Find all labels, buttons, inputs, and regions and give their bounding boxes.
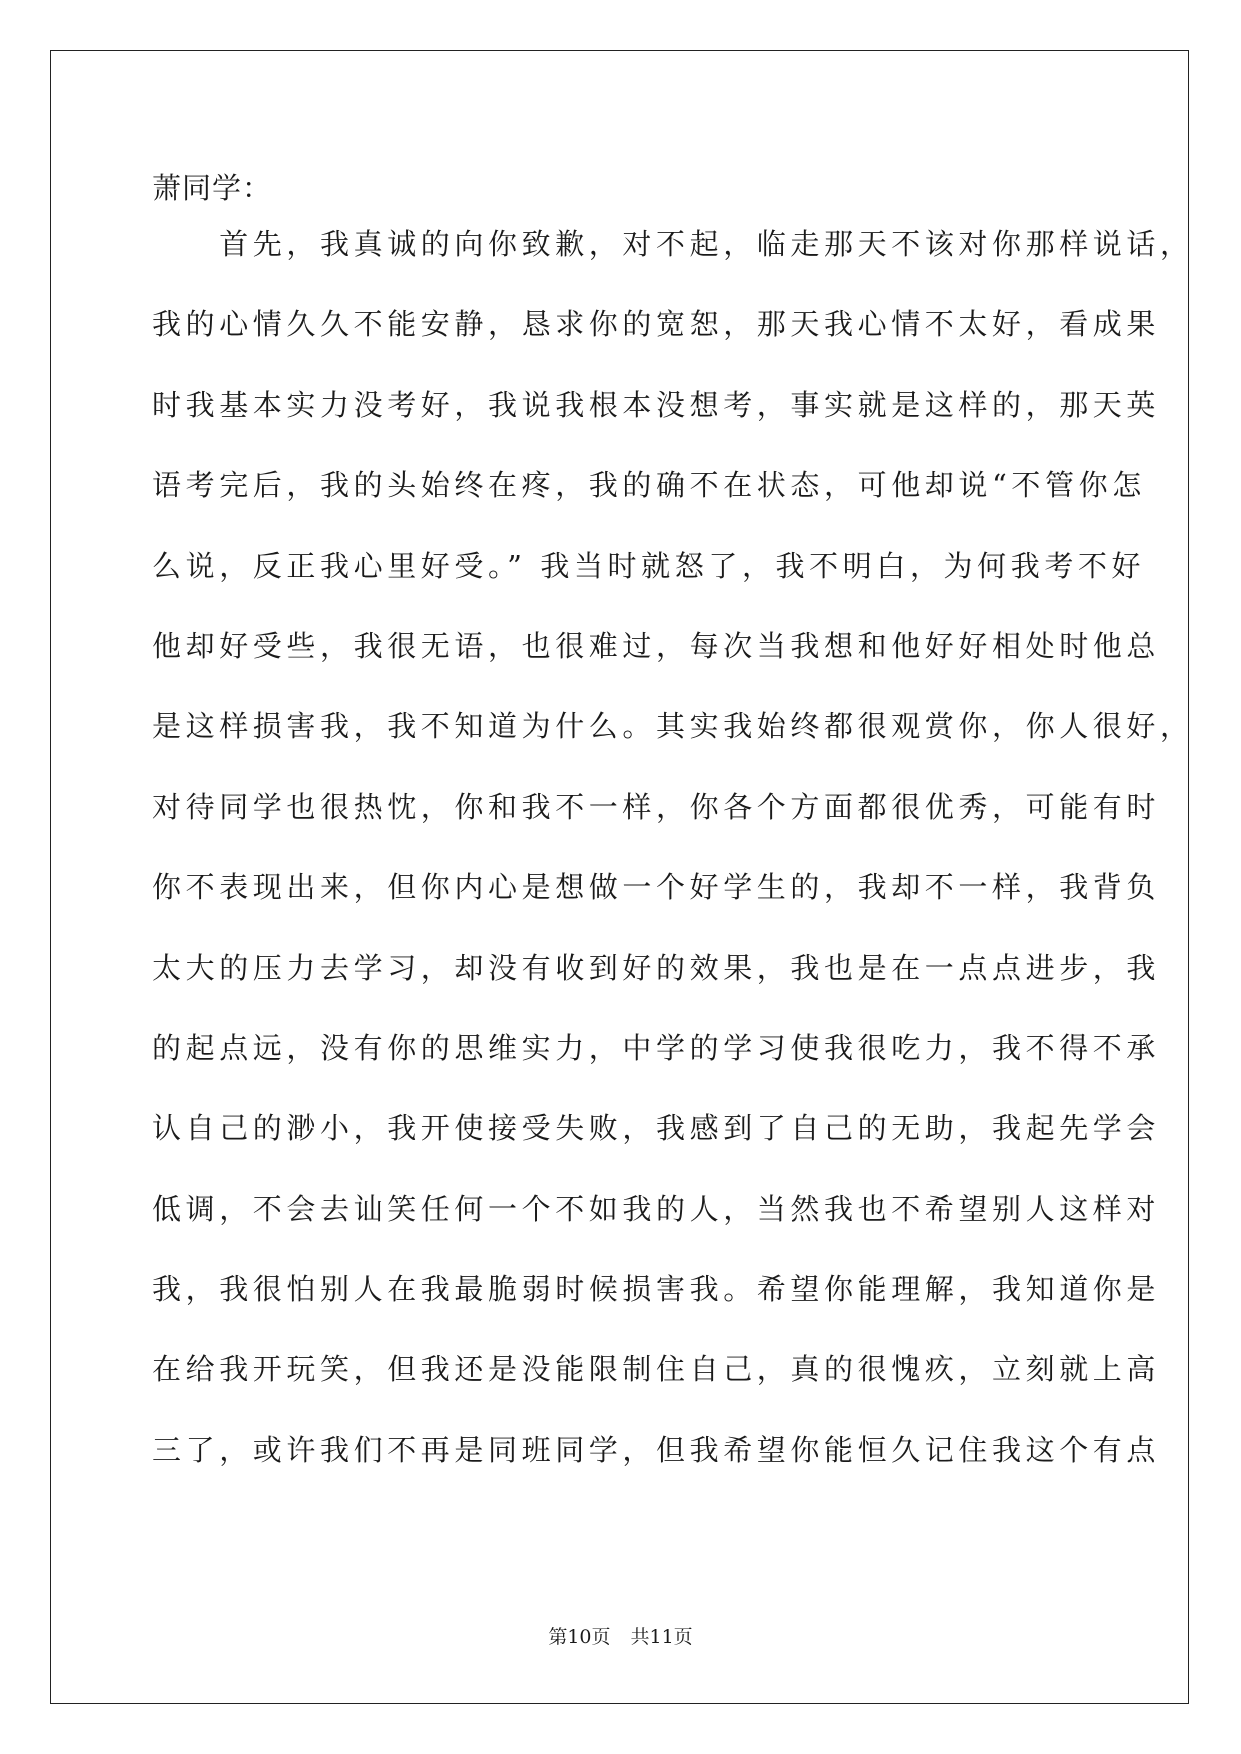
body-line: 的起点远，没有你的思维实力，中学的学习使我很吃力，我不得不承 [152,1030,1161,1065]
letter-salutation: 萧同学： [152,171,273,205]
page-total: 共11页 [630,1626,693,1648]
body-line: 在给我开玩笑，但我还是没能限制住自己，真的很愧疚，立刻就上高 [152,1352,1161,1387]
body-line: 太大的压力去学习，却没有收到好的效果，我也是在一点点进步，我 [152,950,1161,985]
letter-body [152,222,1194,1508]
page-number: 第10页 [548,1626,611,1648]
body-line: 首先，我真诚的向你致歉，对不起，临走那天不该对你那样说话， [152,227,1194,261]
body-line: 对待同学也很热忱，你和我不一样，你各个方面都很优秀，可能有时 [152,789,1161,824]
body-line: 认自己的渺小，我开使接受失败，我感到了自己的无助，我起先学会 [152,1111,1161,1146]
body-line: 低调，不会去讪笑任何一个不如我的人，当然我也不希望别人这样对 [152,1191,1161,1226]
body-line: 语考完后，我的头始终在疼，我的确不在状态，可他却说“不管你怎 [152,468,1146,503]
body-line: 三了，或许我们不再是同班同学，但我希望你能恒久记住我这个有点 [152,1432,1161,1467]
page-footer [0,1624,1241,1650]
body-line: 是这样损害我，我不知道为什么。其实我始终都很观赏你，你人很好， [152,709,1194,744]
body-line: 我，我很怕别人在我最脆弱时候损害我。希望你能理解，我知道你是 [152,1272,1161,1307]
body-line: 我的心情久久不能安静，恳求你的宽恕，那天我心情不太好，看成果 [152,307,1161,342]
body-line: 时我基本实力没考好，我说我根本没想考，事实就是这样的，那天英 [152,387,1161,422]
body-line: 你不表现出来，但你内心是想做一个好学生的，我却不一样，我背负 [152,870,1161,905]
body-line: 么说，反正我心里好受。” 我当时就怒了，我不明白，为何我考不好 [152,548,1146,583]
body-line: 他却好受些，我很无语，也很难过，每次当我想和他好好相处时他总 [152,628,1161,663]
